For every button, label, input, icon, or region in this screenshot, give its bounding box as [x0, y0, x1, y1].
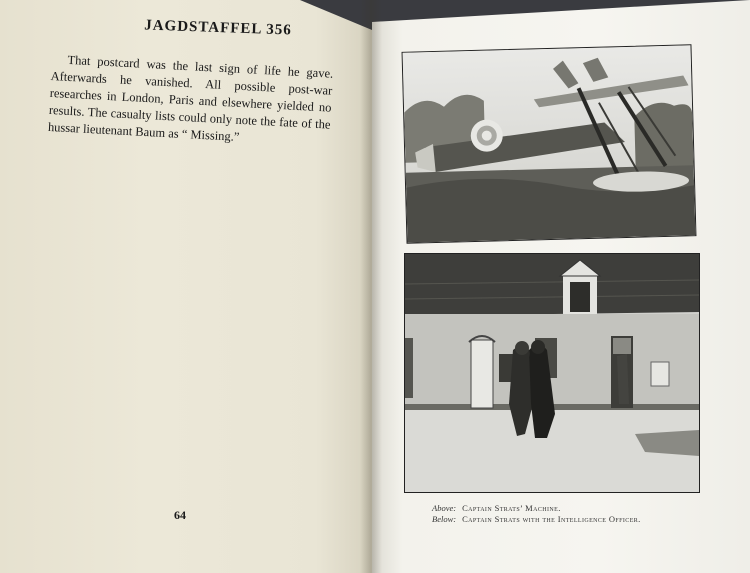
photo-strats-with-officer [404, 253, 700, 493]
chapter-title: JAGDSTAFFEL 356 [143, 17, 293, 39]
caption-above [432, 503, 702, 514]
photo-crashed-aircraft [402, 44, 697, 244]
caption-below-text: Captain Strats with the Intelligence Officer. [462, 514, 641, 524]
page-number: 64 [174, 508, 186, 522]
caption-above-text: Captain Strats’ Machine. [462, 503, 561, 513]
crashed-biplane-image [403, 45, 696, 242]
caption-below [432, 514, 702, 525]
body-paragraph: That postcard was the last sign of life he gave. Afterwards he vanished. All possible post-war researches in London, Paris and elsewhere yielded no results. The casualty lists could only note the fate of the hussar lieutenant Baum as “ Missing.” [47, 52, 334, 144]
two-men-building-image [405, 254, 699, 492]
book-gutter [360, 0, 382, 573]
photo-captions [432, 503, 702, 525]
caption-below-label: Below: [432, 514, 457, 524]
caption-above-label: Above: [432, 503, 457, 513]
